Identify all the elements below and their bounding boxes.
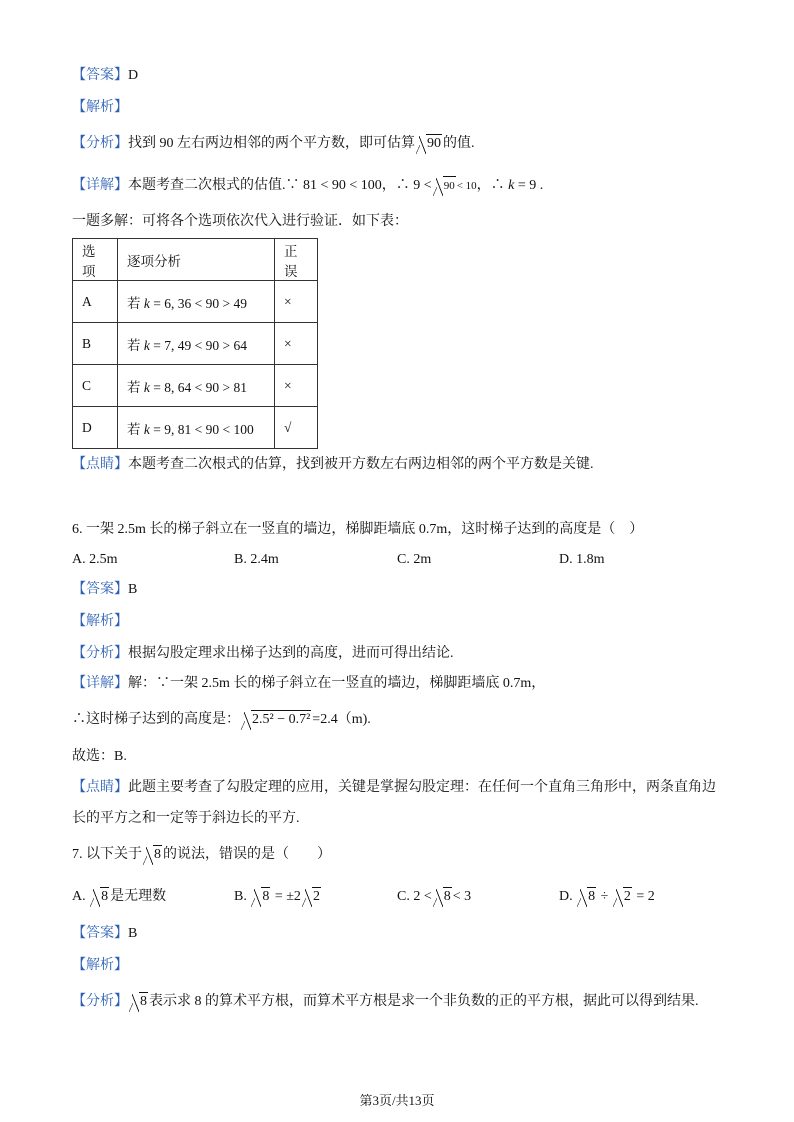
radicand: 8 bbox=[154, 847, 161, 862]
header-correct: 正误 bbox=[275, 239, 318, 281]
row-mark: × bbox=[275, 323, 318, 365]
q6-analysis-line bbox=[72, 612, 128, 632]
header-analysis: 逐项分析 bbox=[118, 239, 275, 281]
var-k: k bbox=[143, 295, 150, 311]
sqrt-symbol bbox=[241, 710, 311, 730]
table-row bbox=[73, 365, 318, 407]
row-mark: × bbox=[275, 281, 318, 323]
analysis-label: 【解析】 bbox=[72, 100, 128, 115]
q7-fenxi-line bbox=[72, 992, 699, 1012]
q6-option-b: B. 2.4m bbox=[234, 552, 279, 567]
var-k: k bbox=[508, 178, 515, 193]
q6-answer: B bbox=[128, 582, 138, 597]
q6-dianjing-line-2 bbox=[72, 809, 300, 829]
row-prefix: 若 bbox=[127, 295, 144, 311]
q6-xiangjie-line bbox=[72, 674, 545, 694]
q5-dianjing-line bbox=[72, 455, 594, 475]
radicand: 8 bbox=[443, 889, 451, 904]
q6-fenxi: 根据勾股定理求出梯子达到的高度，进而可得出结论. bbox=[128, 646, 454, 661]
option-text: = 2 bbox=[632, 889, 655, 904]
q5-xiangjie-c: ，∴ 9 < bbox=[381, 178, 432, 193]
radicand: 90 bbox=[443, 176, 456, 195]
sqrt-symbol bbox=[143, 845, 162, 865]
q7-fenxi: 表示求 8 的算术平方根，而算术平方根是求一个非负数的正的平方根，据此可以得到结果. bbox=[149, 994, 699, 1009]
table-header-row bbox=[73, 239, 318, 281]
row-prefix: 若 bbox=[127, 337, 144, 353]
sqrt-symbol bbox=[433, 887, 452, 907]
q6-stem-text: 6. 一架 2.5m 长的梯子斜立在一竖直的墙边，梯脚距墙底 0.7m，这时梯子达到的高度是（ ） bbox=[72, 522, 644, 537]
row-analysis bbox=[118, 323, 275, 365]
q5-xiangjie-f: = 9 . bbox=[514, 178, 544, 193]
q6-fenxi-line bbox=[72, 644, 454, 664]
q6-answer-line bbox=[72, 580, 137, 600]
option-letter: D. bbox=[559, 889, 573, 904]
q6-dianjing-2: 长的平方之和一定等于斜边长的平方. bbox=[72, 811, 300, 826]
header-option: 选项 bbox=[73, 239, 118, 281]
q6-xiangjie: 解：∵一架 2.5m 长的梯子斜立在一竖直的墙边，梯脚距墙底 0.7m， bbox=[128, 676, 546, 691]
row-option: A bbox=[73, 281, 118, 323]
multi-text: 一题多解：可将各个选项依次代入进行验证．如下表： bbox=[72, 214, 408, 229]
sqrt-symbol bbox=[613, 887, 632, 907]
dianjing-label: 【点睛】 bbox=[72, 780, 128, 795]
q7-stem-b: 的说法，错误的是（ ） bbox=[163, 847, 331, 862]
q6-dianjing-1: 此题主要考查了勾股定理的应用，关键是掌握勾股定理：在任何一个直角三角形中，两条直角边 bbox=[128, 780, 716, 795]
row-mark: × bbox=[275, 365, 318, 407]
radicand: 8 bbox=[101, 889, 109, 904]
q5-dianjing: 本题考查二次根式的估算，找到被开方数左右两边相邻的两个平方数是关键. bbox=[128, 457, 594, 472]
row-mark: √ bbox=[275, 407, 318, 449]
q6-choose-line bbox=[72, 747, 127, 767]
q5-fenxi-text-b: 的值. bbox=[443, 136, 475, 151]
xiangjie-label: 【详解】 bbox=[72, 676, 128, 691]
answer-label: 【答案】 bbox=[72, 926, 128, 941]
var-k: k bbox=[143, 421, 150, 437]
q5-xiangjie-e: ，∴ bbox=[476, 178, 509, 193]
analysis-label: 【解析】 bbox=[72, 614, 128, 629]
option-text: 是无理数 bbox=[110, 889, 167, 904]
row-expr: = 7, 49 < 90 > 64 bbox=[149, 337, 247, 353]
q5-answer: D bbox=[128, 68, 139, 83]
row-analysis bbox=[118, 407, 275, 449]
radicand: 90 bbox=[427, 136, 441, 151]
row-prefix: 若 bbox=[127, 379, 144, 395]
row-option: C bbox=[73, 365, 118, 407]
xiangjie-label: 【详解】 bbox=[72, 178, 128, 193]
q5-xiangjie-b: ∵ 81 < 90 < 100 bbox=[285, 178, 382, 193]
q7-option-c bbox=[397, 887, 471, 907]
q7-answer: B bbox=[128, 926, 138, 941]
q5-xiangjie-a: 本题考查二次根式的估值. bbox=[128, 178, 286, 193]
q6-calc-a: ∴这时梯子达到的高度是： bbox=[72, 712, 240, 727]
option-text: 2 < bbox=[413, 889, 432, 904]
q6-option-c: C. 2m bbox=[397, 552, 432, 567]
sqrt-symbol bbox=[251, 887, 270, 907]
option-text: ÷ bbox=[597, 889, 612, 904]
q6-option-a: A. 2.5m bbox=[72, 552, 118, 567]
q6-dianjing-line bbox=[72, 778, 716, 798]
radicand: 8 bbox=[588, 889, 596, 904]
row-prefix: 若 bbox=[127, 421, 144, 437]
q7-answer-line bbox=[72, 924, 137, 944]
dianjing-label: 【点睛】 bbox=[72, 457, 128, 472]
option-letter: A. bbox=[72, 889, 86, 904]
sqrt-symbol bbox=[577, 887, 596, 907]
option-text: < 3 bbox=[452, 889, 472, 904]
var-k: k bbox=[143, 337, 150, 353]
option-text: = ±2 bbox=[271, 889, 301, 904]
analysis-label: 【解析】 bbox=[72, 958, 128, 973]
q6-stem bbox=[72, 520, 643, 540]
q7-stem-a: 7. 以下关于 bbox=[72, 847, 142, 862]
option-letter: C. bbox=[397, 889, 410, 904]
q5-fenxi-text-a: 找到 90 左右两边相邻的两个平方数，即可估算 bbox=[128, 136, 415, 151]
row-analysis bbox=[118, 365, 275, 407]
table-row bbox=[73, 281, 318, 323]
q5-xiangjie-d: < 10 bbox=[456, 180, 477, 192]
row-expr: = 6, 36 < 90 > 49 bbox=[149, 295, 247, 311]
row-option: B bbox=[73, 323, 118, 365]
q7-option-b bbox=[234, 887, 322, 907]
fenxi-label: 【分析】 bbox=[72, 646, 128, 661]
row-expr: = 8, 64 < 90 > 81 bbox=[149, 379, 247, 395]
radicand: 2 bbox=[312, 889, 320, 904]
sqrt-symbol bbox=[416, 134, 442, 154]
table-row bbox=[73, 407, 318, 449]
row-analysis bbox=[118, 281, 275, 323]
q5-fenxi-line bbox=[72, 134, 475, 154]
answer-label: 【答案】 bbox=[72, 582, 128, 597]
q5-answer-line bbox=[72, 66, 138, 86]
radicand: 8 bbox=[262, 889, 270, 904]
q5-multi-solution bbox=[72, 212, 408, 232]
q7-option-a bbox=[72, 887, 166, 907]
sqrt-symbol bbox=[129, 992, 148, 1012]
sqrt-symbol bbox=[433, 176, 456, 196]
radicand: 8 bbox=[140, 994, 147, 1009]
analysis-table bbox=[72, 238, 318, 449]
fenxi-label: 【分析】 bbox=[72, 136, 128, 151]
q7-stem bbox=[72, 845, 331, 865]
q5-xiangjie-line bbox=[72, 176, 543, 196]
q6-options bbox=[72, 550, 712, 570]
sqrt-symbol bbox=[90, 887, 109, 907]
row-option: D bbox=[73, 407, 118, 449]
option-letter: B. bbox=[234, 889, 247, 904]
q7-options bbox=[72, 887, 712, 911]
sqrt-symbol bbox=[302, 887, 321, 907]
q5-analysis-line bbox=[72, 98, 128, 118]
q6-option-d: D. 1.8m bbox=[559, 552, 605, 567]
radicand: 2.5² − 0.7² bbox=[252, 712, 311, 727]
var-k: k bbox=[143, 379, 150, 395]
table-row bbox=[73, 323, 318, 365]
q6-calc-b: =2.4（m). bbox=[312, 712, 371, 727]
q7-option-d bbox=[559, 887, 655, 907]
fenxi-label: 【分析】 bbox=[72, 994, 128, 1009]
q6-choose: 故选：B. bbox=[72, 749, 127, 764]
page-footer: 第3页/共13页 bbox=[359, 1093, 435, 1108]
row-expr: = 9, 81 < 90 < 100 bbox=[149, 421, 254, 437]
q7-analysis-line bbox=[72, 956, 128, 976]
radicand: 2 bbox=[623, 889, 631, 904]
q6-calc-line bbox=[72, 710, 371, 730]
answer-label: 【答案】 bbox=[72, 68, 128, 83]
